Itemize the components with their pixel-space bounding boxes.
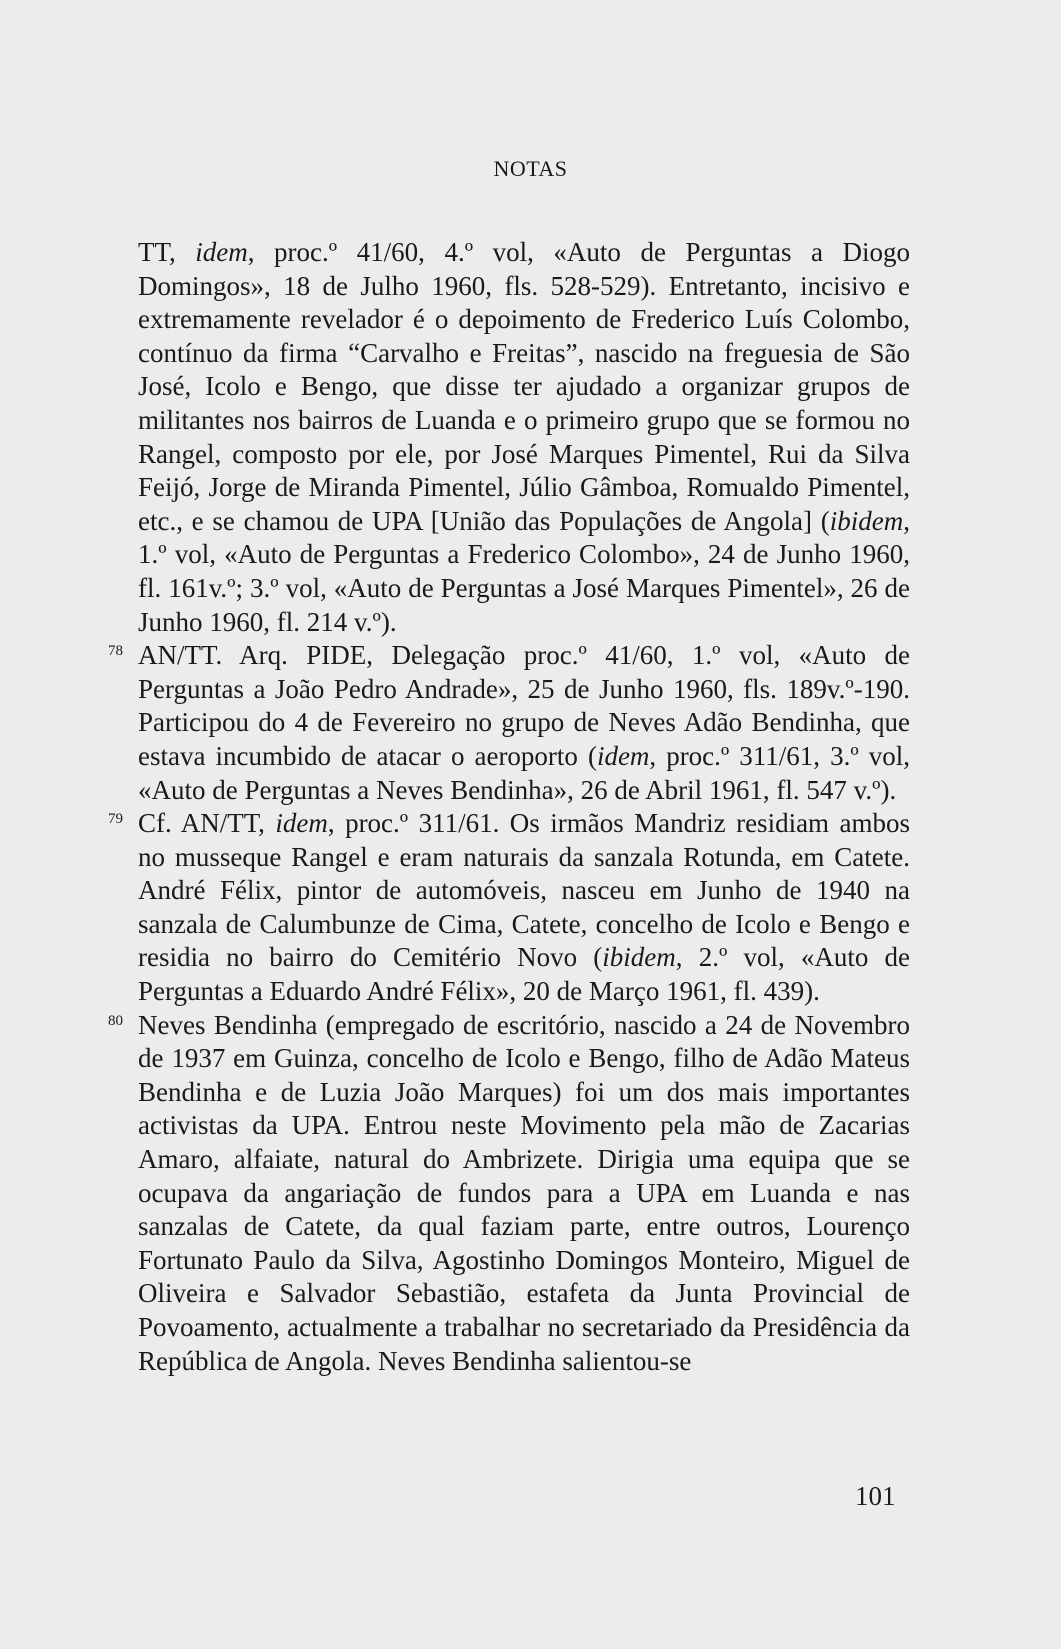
italic-citation: idem (195, 237, 248, 267)
endnote-80 (108, 1009, 910, 1379)
note-text: , proc.º 311/61, 3.º vol, «Auto de Perguntas a Neves Bendinha», 26 de Abril 1961, fl. 547 v.º). (138, 740, 910, 805)
note-text: AN/TT. Arq. PIDE, Delegação proc.º 41/60, 1.º vol, «Auto de Perguntas a João Pedro Andrade», 25 de Junho 1960, fls. 189v.º-190. Participou do 4 de Fevereiro no grupo de Neves Adão Bendinha, que estava incumbido de atacar o aeroporto ( (138, 640, 910, 771)
note-text: TT, (138, 237, 196, 267)
italic-citation: ibidem (602, 942, 676, 973)
running-title: NOTAS (493, 156, 568, 181)
endnotes-text (108, 236, 911, 1378)
note-text: , 1.º vol, «Auto de Perguntas a Frederico Colombo», 24 de Junho 1960, fl. 161v.º; 3.º vol, «Auto de Perguntas a José Marques Pimentel», 26 de Junho 1960, fl. 214 v.º). (138, 505, 910, 637)
endnote-continuation (138, 236, 910, 639)
endnote-79 (108, 807, 910, 1009)
note-text: , proc.º 311/61. Os irmãos Mandriz residiam ambos no musseque Rangel e eram naturais da sanzala Rotunda, em Catete. André Félix, pintor de automóveis, nasceu em Junho de 1940 na sanzala de Calumbunze de Cima, Catete, concelho de Icolo e Bengo e residia no bairro do Cemitério Novo ( (138, 808, 910, 973)
endnote-number: 78 (108, 643, 123, 660)
italic-citation: idem (596, 740, 650, 771)
note-text: , 2.º vol, «Auto de Perguntas a Eduardo André Félix», 20 de Março 1961, fl. 439). (138, 942, 910, 1007)
note-text: Cf. AN/TT, (138, 808, 276, 839)
italic-citation: ibidem (829, 505, 904, 536)
note-text: , proc.º 41/60, 4.º vol, «Auto de Perguntas a Diogo Domingos», 18 de Julho 1960, fls. 528-529). Entretanto, incisivo e extremamente revelador é o depoimento de Frederico Luís Colombo, contínuo da firma “Carvalho e Freitas”, nascido na freguesia de São José, Icolo e Bengo, que disse ter ajudado a organizar grupos de militantes nos bairros de Luanda e o primeiro grupo que se formou no Rangel, composto por ele, por José Marques Pimentel, Rui da Silva Feijó, Jorge de Miranda Pimentel, Júlio Gâmboa, Romualdo Pimentel, etc., e se chamou de UPA [União das Populações de Angola] ( (138, 237, 911, 536)
endnote-number: 79 (108, 811, 123, 828)
page-number: 101 (855, 1481, 896, 1511)
note-text: Neves Bendinha (empregado de escritório, nascido a 24 de Novembro de 1937 em Guinza, concelho de Icolo e Bengo, filho de Adão Mateus Bendinha e de Luzia João Marques) foi um dos mais importantes activistas da UPA. Entrou neste Movimento pela mão de Zacarias Amaro, alfaiate, natural do Ambrizete. Dirigia uma equipa que se ocupava da angariação de fundos para a UPA em Luanda e nas sanzalas de Catete, da qual faziam parte, entre outros, Lourenço Fortunato Paulo da Silva, Agostinho Domingos Monteiro, Miguel de Oliveira e Salvador Sebastião, estafeta da Junta Provincial de Povoamento, actualmente a trabalhar no secretariado da Presidência da República de Angola. Neves Bendinha salientou-se (138, 1009, 910, 1376)
italic-citation: idem (275, 808, 328, 839)
endnote-78 (108, 639, 910, 807)
endnote-number: 80 (108, 1012, 123, 1029)
